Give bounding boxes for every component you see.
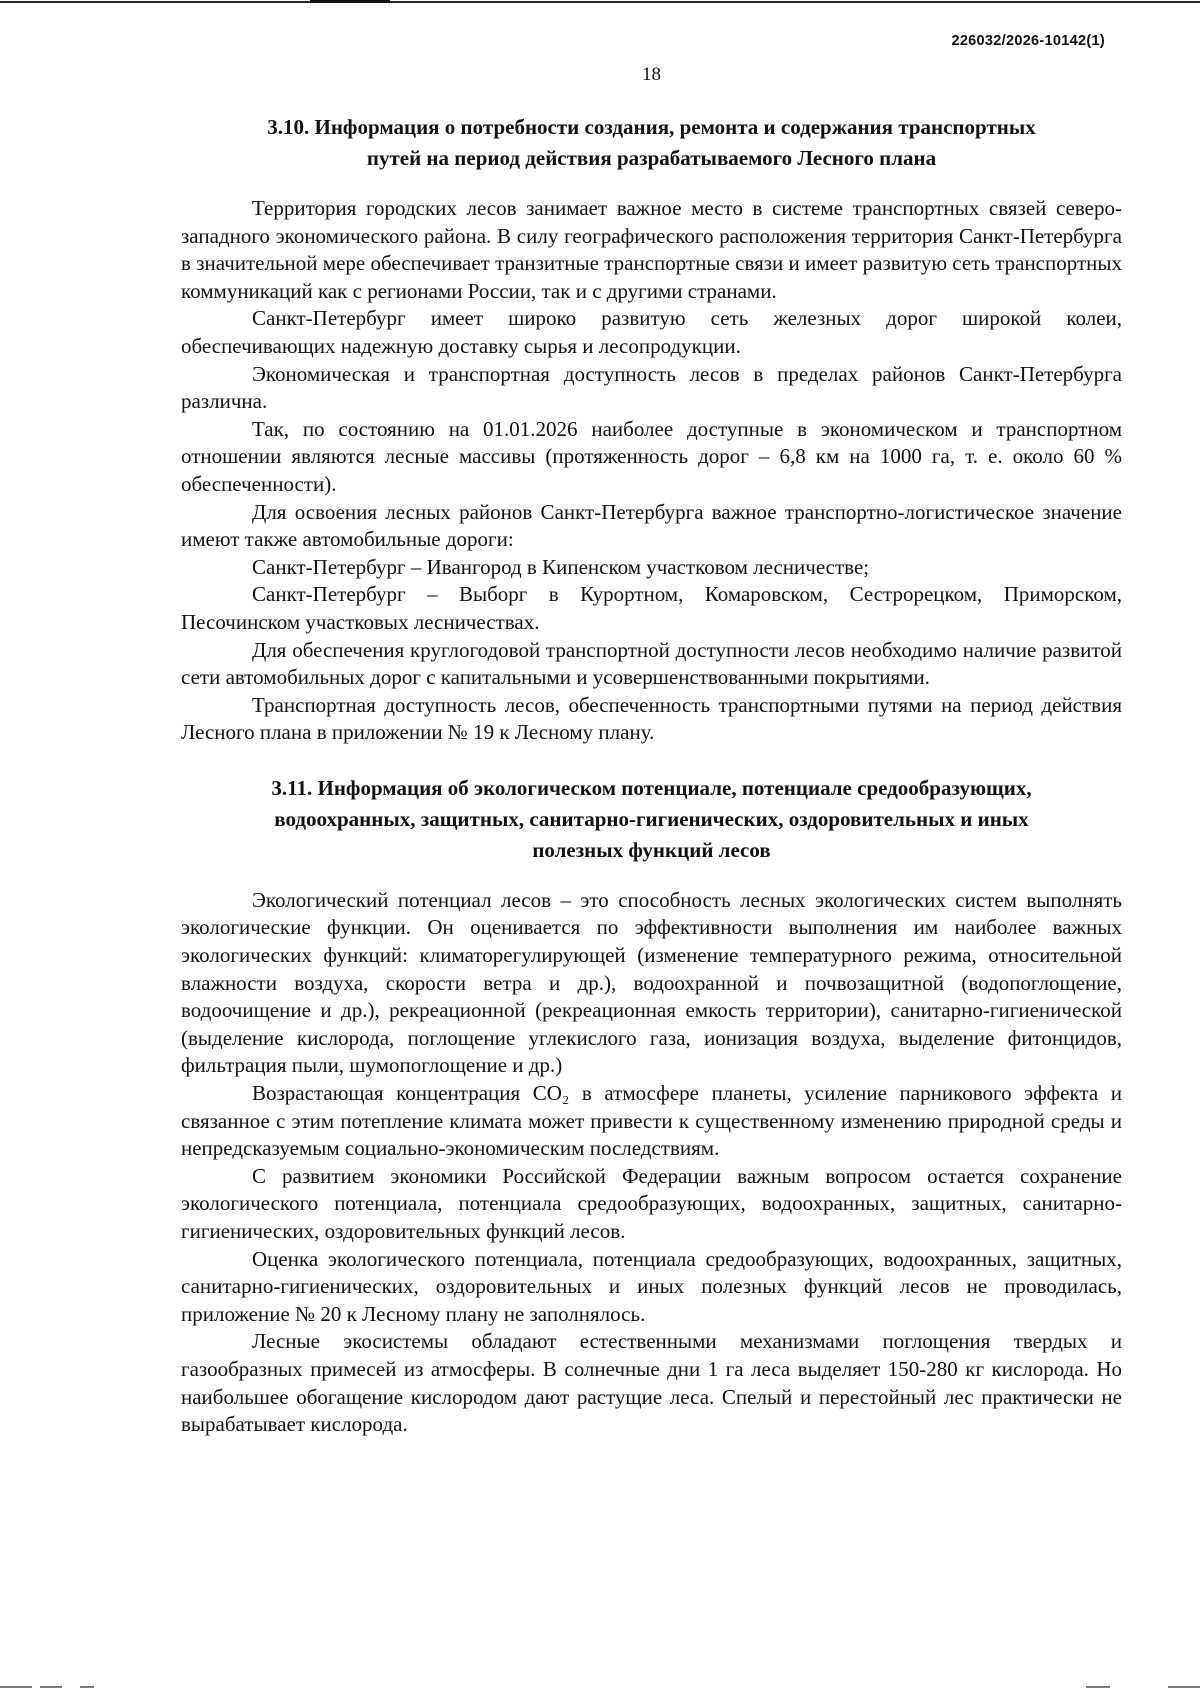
section-3-11-heading-line-1: 3.11. Информация об экологическом потенциале, потенциале средообразующих, [271,775,1032,800]
document-page [181,60,1122,1439]
section-3-10-heading-line-1: 3.10. Информация о потребности создания, ремонта и содержания транспортных [267,115,1036,139]
paragraph: Территория городских лесов занимает важное место в системе транспортных связей северо-западного экономического района. В силу географического расположения территория Санкт-Петербурга в значительной мере обеспечивает транзитные транспортные связи и имеет развитую сеть транспортных коммуникаций как с регионами России, так и с другими странами. [181,196,1122,303]
paragraph: Так, по состоянию на 01.01.2026 наиболее доступные в экономическом и транспортном отношении являются лесные массивы (протяженность дорог – 6,8 км на 1000 га, т. е. около 60 % обеспеченности). [181,416,1122,496]
paragraph: Экономическая и транспортная доступность лесов в пределах районов Санкт-Петербурга различна. [181,361,1122,414]
paragraph: Для освоения лесных районов Санкт-Петербурга важное транспортно-логистическое значение имеют также автомобильные дороги: [181,499,1122,552]
paragraph: Санкт-Петербург имеет широко развитую сеть железных дорог широкой колеи, обеспечивающих надежную доставку сырья и лесопродукции. [181,306,1122,358]
page-number: 18 [642,64,661,85]
section-3-11-heading-line-2: водоохранных, защитных, санитарно-гигиенических, оздоровительных и иных [274,806,1029,831]
section-3-11-body [181,887,1122,1439]
section-3-10-heading-line-2: путей на период действия разрабатываемого Лесного плана [366,146,937,170]
scan-mark [1168,1686,1200,1688]
scan-mark [40,1686,62,1688]
paragraph: Экологический потенциал лесов – это способность лесных экологических систем выполнять экологические функции. Он оценивается по эффективности выполнения им наиболее важных экологических функций: климаторегулирующей (изменение температурного режима, относительной влажности воздуха, скорости ветра и др.), водоохранной и почвозащитной (водопоглощение, водоочищение и др.), рекреационной (рекреационная емкость территории), санитарно-гигиенической (выделение кислорода, поглощение углекислого газа, ионизация воздуха, выделение фитонцидов, фильтрация пыли, шумопоглощение и др.) [181,887,1122,1078]
road-list-item: Санкт-Петербург – Ивангород в Кипенском участковом лесничестве; [252,554,870,579]
section-3-10-body [181,195,1122,747]
scan-mark [0,1686,32,1688]
registration-number: 226032/2026-10142(1) [951,33,1105,49]
paragraph: Оценка экологического потенциала, потенциала средообразующих, водоохранных, защитных, санитарно-гигиенических, оздоровительных и иных полезных функций лесов не проводилась, приложение № 20 к Лесному плану не заполнялось. [181,1246,1122,1326]
paragraph: Возрастающая концентрация CO₂ в атмосфере планеты, усиление парникового эффекта и связанное с этим потепление климата может привести к существенному изменению природной среды и непредсказуемым социально-экономическим последствиям. [181,1081,1122,1161]
section-3-11-heading-line-3: полезных функций лесов [532,837,771,862]
paragraph: Для обеспечения круглогодовой транспортной доступности лесов необходимо наличие развитой сети автомобильных дорог с капитальными и усовершенствованными покрытиями. [181,637,1122,690]
road-list-item: Санкт-Петербург – Выборг в Курортном, Комаровском, Сестрорецком, Приморском, Песочинском участковых лесничествах. [181,582,1122,634]
section-3-11-heading [181,773,1122,866]
scan-mark [80,1686,94,1688]
scan-mark [1086,1686,1110,1688]
paragraph: Транспортная доступность лесов, обеспеченность транспортными путями на период действия Лесного плана в приложении № 19 к Лесному плану. [181,692,1122,745]
scan-bottom-edge-marks [0,1684,1200,1688]
paragraph: Лесные экосистемы обладают естественными механизмами поглощения твердых и газообразных примесей из атмосферы. В солнечные дни 1 га леса выделяет 150-280 кг кислорода. Но наибольшее обогащение кислородом дают растущие леса. Спелый и перестойный лес практически не вырабатывает кислорода. [181,1329,1122,1437]
scan-top-edge-line [0,1,1200,3]
paragraph: С развитием экономики Российской Федерации важным вопросом остается сохранение экологического потенциала, потенциала средообразующих, водоохранных, защитных, санитарно-гигиенических, оздоровительных функций лесов. [181,1163,1122,1243]
section-3-10-heading [181,112,1122,174]
